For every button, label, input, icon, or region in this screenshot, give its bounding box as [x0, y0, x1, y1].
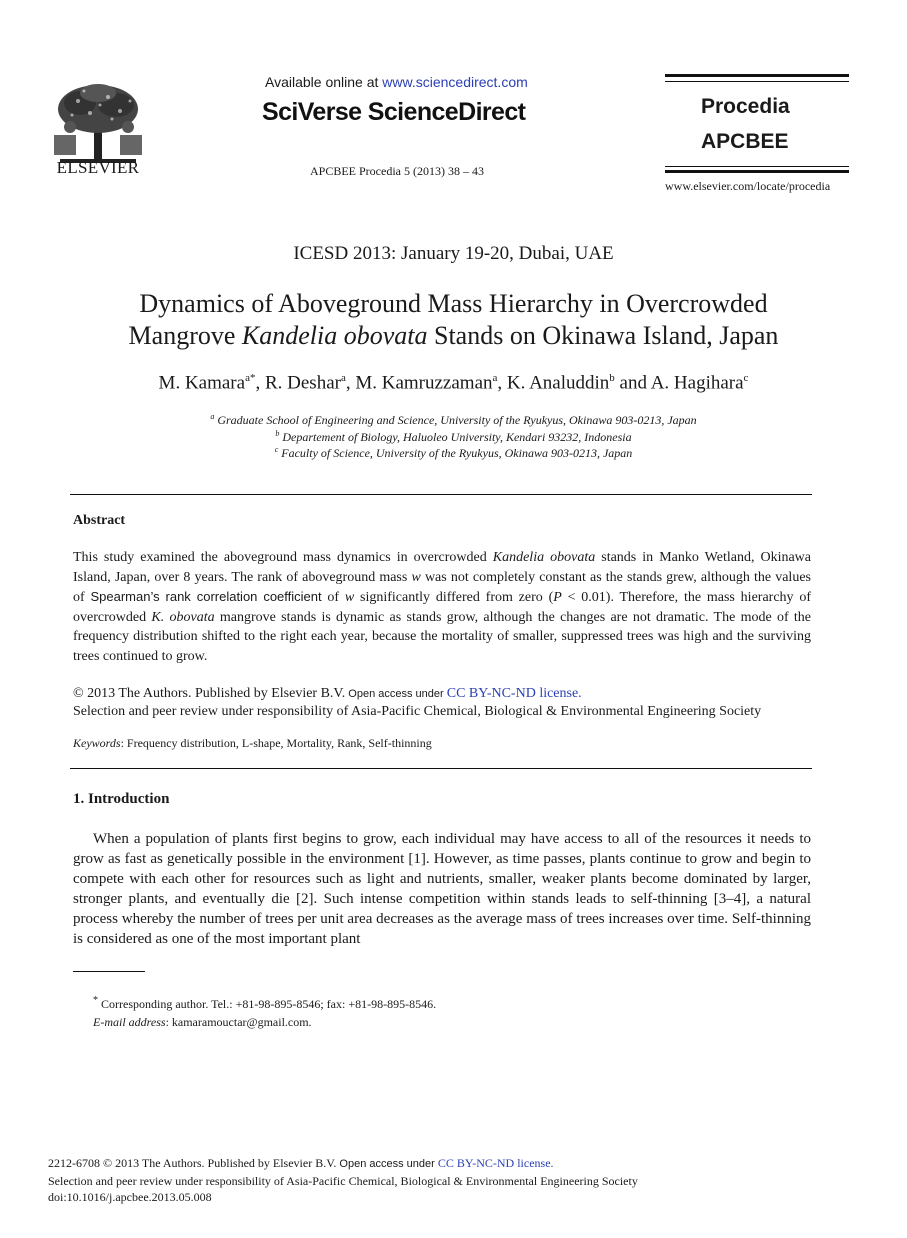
footer-review: Selection and peer review under responsibility of Asia-Pacific Chemical, Biological & Environmental Engineering Society: [48, 1173, 638, 1188]
page-footer: [48, 1155, 868, 1206]
available-prefix: Available online at: [265, 74, 383, 90]
author-list: M. Kamara$^{a*}$, R. Deshar$^a$, M. Kamruzzaman$^a$, K. Analuddin$^b$ and A. Hagihara$^c$: [158, 372, 749, 394]
paper-title: [40, 288, 867, 352]
affiliation-sup: b: [275, 429, 280, 438]
footer-copyright: [48, 1155, 868, 1173]
author-sup: b: [609, 372, 615, 384]
abstract-body: [73, 548, 811, 666]
author: M. Kamara: [158, 372, 246, 394]
abstract-heading: Abstract: [73, 513, 126, 528]
divider: [70, 494, 812, 495]
title-text: Mangrove: [128, 321, 242, 350]
review-line: Selection and peer review under responsibility of Asia-Pacific Chemical, Biological & Environmental Engineering Society: [73, 704, 762, 719]
abstract-italic: Kandelia obovata: [492, 550, 596, 565]
open-access-text: Open access under: [345, 688, 447, 700]
author: M. Kamruzzaman: [355, 372, 493, 394]
email-label: E-mail address: [93, 1015, 166, 1029]
publisher-name: ELSEVIER: [56, 158, 140, 177]
abstract-text: < 0.01). Therefore, the mass hierarchy of overcrowded: [73, 590, 811, 625]
title-text: Stands on Okinawa Island, Japan: [427, 321, 779, 350]
open-access-text: Open access under: [336, 1158, 438, 1170]
journal-box-top-rule: [665, 74, 849, 77]
affiliation-sup: a: [210, 412, 215, 421]
license-link[interactable]: CC BY-NC-ND license.: [446, 686, 582, 701]
affiliation-text: Faculty of Science, University of the Ryukyus, Okinawa 903-0213, Japan: [281, 446, 633, 460]
abstract-text: significantly differed from zero (: [354, 590, 554, 605]
author: A. Hagihara: [650, 372, 744, 394]
journal-reference: APCBEE Procedia 5 (2013) 38 – 43: [310, 164, 484, 178]
affiliation: [0, 412, 907, 428]
footer-text: 2212-6708 © 2013 The Authors. Published by Elsevier B.V.: [48, 1156, 337, 1170]
copyright-text: © 2013 The Authors. Published by Elsevier B.V.: [73, 686, 346, 701]
platform-wordmark: SciVerse ScienceDirect: [262, 98, 526, 126]
abstract-italic: w: [411, 569, 421, 585]
abstract-text: stands in Manko Wetland, Okinawa Island, Japan, over 8 years. The rank of aboveground mass: [73, 550, 812, 585]
copyright-block: [73, 685, 813, 720]
footnote: [93, 992, 793, 1031]
title-line-1: Dynamics of Aboveground Mass Hierarchy in Overcrowded: [139, 289, 768, 318]
author: R. Deshar: [264, 372, 341, 394]
sciencedirect-link[interactable]: www.sciencedirect.com: [382, 74, 528, 90]
author: K. Analuddin: [506, 372, 610, 394]
affiliation-text: Departement of Biology, Haluoleo University, Kendari 93232, Indonesia: [282, 430, 632, 444]
copyright-line: [73, 685, 813, 703]
conference-line: ICESD 2013: January 19-20, Dubai, UAE: [293, 243, 614, 264]
email-address[interactable]: : kamaramouctar@gmail.com.: [165, 1015, 312, 1029]
journal-name-line1: Procedia: [701, 95, 790, 118]
title-species: Kandelia obovata: [241, 321, 428, 350]
abstract-text: was not completely constant as the stands grew, although the values of: [73, 569, 811, 605]
affiliation: [0, 445, 907, 461]
footnote-marker: *: [93, 995, 98, 1006]
author-sup: a*: [245, 372, 256, 384]
title-line-2: [40, 320, 867, 352]
footnote-rule: [73, 971, 145, 972]
journal-name-line2: APCBEE: [701, 130, 789, 153]
abstract-text: of: [321, 590, 345, 605]
corresponding-author: [93, 992, 793, 1013]
keywords-text: : Frequency distribution, L-shape, Mortality, Rank, Self-thinning: [120, 736, 432, 750]
abstract-italic: w: [344, 590, 355, 605]
affiliation-text: Graduate School of Engineering and Science, University of the Ryukyus, Okinawa 903-0213, Japan: [217, 413, 697, 427]
intro-paragraph: When a population of plants first begins to grow, each individual may have access to all of the resources it needs to grow as fast as genetically possible in the environment [1]. However, as time passes, plants continue to grow and begin to compete with each other for resources such as light and nutrients, smaller, weaker plants become dominated by larger, stronger plants, and eventually die [2]. Such intense competition within stands leads to self-thinning [3–4], a natural process whereby the number of trees per unit area decreases as the average mass of trees increases over time. Self-thinning is considered as one of the most important plant: [73, 831, 811, 947]
abstract-text: mangrove stands is dynamic as stands grow, although the changes are not dramatic. The mode of the frequency distribution shifted to the right each year, because the mortality of smaller, suppressed trees was high and the surviving trees continued to grow.: [73, 609, 812, 664]
available-online-line: [265, 74, 528, 90]
section-heading: 1. Introduction: [73, 791, 170, 807]
divider: [70, 768, 812, 769]
doi[interactable]: doi:10.1016/j.apcbee.2013.05.008: [48, 1190, 212, 1204]
author-sup: c: [743, 372, 749, 384]
keywords-line: [73, 736, 813, 751]
license-link[interactable]: CC BY-NC-ND license.: [437, 1156, 554, 1170]
abstract-italic: P: [553, 590, 562, 605]
journal-box-top-rule-thin: [665, 81, 849, 82]
footnote-text: Corresponding author. Tel.: +81-98-895-8546; fax: +81-98-895-8546.: [98, 997, 437, 1011]
abstract-italic: K. obovata: [151, 609, 215, 625]
email-line: [93, 1013, 793, 1031]
abstract-text: This study examined the aboveground mass dynamics in overcrowded: [73, 550, 493, 565]
journal-box-bottom-rule: [665, 170, 849, 173]
author-sup: a: [492, 372, 498, 384]
affiliation: [0, 429, 907, 445]
keywords-label: Keywords: [73, 736, 121, 750]
journal-url[interactable]: www.elsevier.com/locate/procedia: [665, 179, 831, 193]
journal-box-bottom-rule-thin: [665, 166, 849, 167]
abstract-term: Spearman’s rank correlation coefficient: [90, 589, 322, 604]
affiliation-sup: c: [274, 445, 279, 454]
and-word: and: [619, 372, 647, 394]
author-sup: a: [340, 372, 346, 384]
